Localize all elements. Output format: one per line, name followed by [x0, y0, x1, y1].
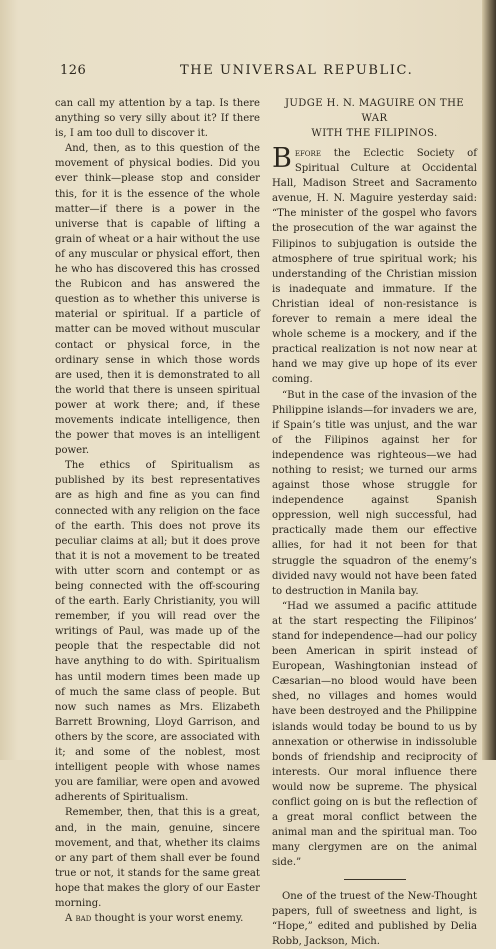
note-paragraph: One of the truest of the New-Thought papers, full of sweetness and light, is “Hope,” edited and published by Delia Robb, Jackson, Mich. [272, 890, 477, 947]
article-title [272, 96, 477, 141]
drop-cap: B [272, 143, 292, 174]
paragraph: “Had we assumed a pacific attitude at the start respecting the Filipinos’ stand for independence—had our policy been American in spirit instead of European, Washingtonian instead of Cæsarian—no blood would have been shed, no villages and homes would have been destroyed and the Philippine islands would today be bound to us by annexation or otherwise in indissoluble bonds of friendship and reciprocity of interests. Our moral influence there would now be supreme. The physical conflict going on is but the reflection of a great moral conflict between the animal man and the spiritual man. Too many clergymen are on the animal side.” [272, 600, 477, 869]
article-title-line-1: JUDGE H. N. MAGUIRE ON THE WAR [284, 98, 465, 124]
article-title-line-2: WITH THE FILIPINOS. [311, 128, 438, 139]
closing-lead: A bad [65, 913, 92, 925]
paragraph: “But in the case of the invasion of the Philippine islands—for invaders we are, if Spain’s title was unjust, and the war of the Filipinos against her for independence was righteous—we had nothing to resist; we turned our arms against those whose struggle for independence against Spanish oppression, well nigh successful, had practically made them our effective allies, for had it not been for that struggle the squadron of the enemy’s divided navy would not have been fated to destruction in Manila bay. [272, 389, 477, 597]
closing-line [55, 911, 260, 926]
closing-rest: thought is your worst enemy. [91, 913, 244, 925]
running-title: THE UNIVERSAL REPUBLIC. [180, 63, 414, 78]
paragraph: The ethics of Spiritualism as published by its best representatives are as high and fine as you can find connected with any religion on the face of the earth. This does not prove its peculiar claims at all; but it does prove that it is not a movement to be treated with utter scorn and contempt or as being connected with the off-scouring of the earth. Early Christianity, you will remember, if you will read over the writings of Paul, was made up of the people that the respectable did not have anything to do with. Spiritualism has until modern times been made up of much the same class of people. But now such names as Mrs. Elizabeth Barrett Browning, Lloyd Garrison, and others by the score, are associated with it; and some of the noblest, most intelligent people with whose names you are familiar, were open and avowed adherents of Spiritualism. [55, 460, 260, 804]
page-gutter-shadow [482, 0, 496, 760]
right-column [272, 96, 477, 949]
lead-paragraph [272, 143, 477, 388]
page-number: 126 [60, 63, 87, 78]
section-divider [344, 879, 406, 880]
paragraph: can call my attention by a tap. Is there anything so very silly about it? If there is, I am too dull to discover it. [55, 98, 260, 140]
lead-text: the Eclectic Society of Spiritual Culture at Occidental Hall, Madison Street and Sacramento avenue, H. N. Maguire yesterday said: “The minister of the gospel who favors the prosecution of the war against the Filipinos to subjugation is outside the atmosphere of true spiritual work; his understanding of the Christian mission is inadequate and immature. If the Christian ideal of non-resistance is forever to remain a mere ideal the whole scheme is a mockery, and if the practical realization is not now near at hand we may give up hope of its ever coming. [272, 148, 477, 386]
left-column [55, 96, 260, 926]
lead-smallcaps: efore [294, 148, 321, 159]
paragraph: Remember, then, that this is a great, and, in the main, genuine, sincere movement, and that, whether its claims or any part of them shall ever be found true or not, it stands for the same great hope that makes the glory of our Easter morning. [55, 807, 260, 909]
paragraph: And, then, as to this question of the movement of physical bodies. Did you ever think—please stop and consider this, for it is the essence of the whole matter—if there is a power in the universe that is capable of lifting a grain of wheat or a hair without the use of any muscular or physical effort, then he who has discovered this has crossed the Rubicon and has answered the question as to whether this universe is material or spiritual. If a particle of matter can be moved without muscular contact or physical force, in the ordinary sense in which those words are used, then it is demonstrated to all the world that there is unseen spiritual power at work there; and, if these movements indicate intelligence, then the power that moves is an intelligent power. [55, 143, 260, 457]
